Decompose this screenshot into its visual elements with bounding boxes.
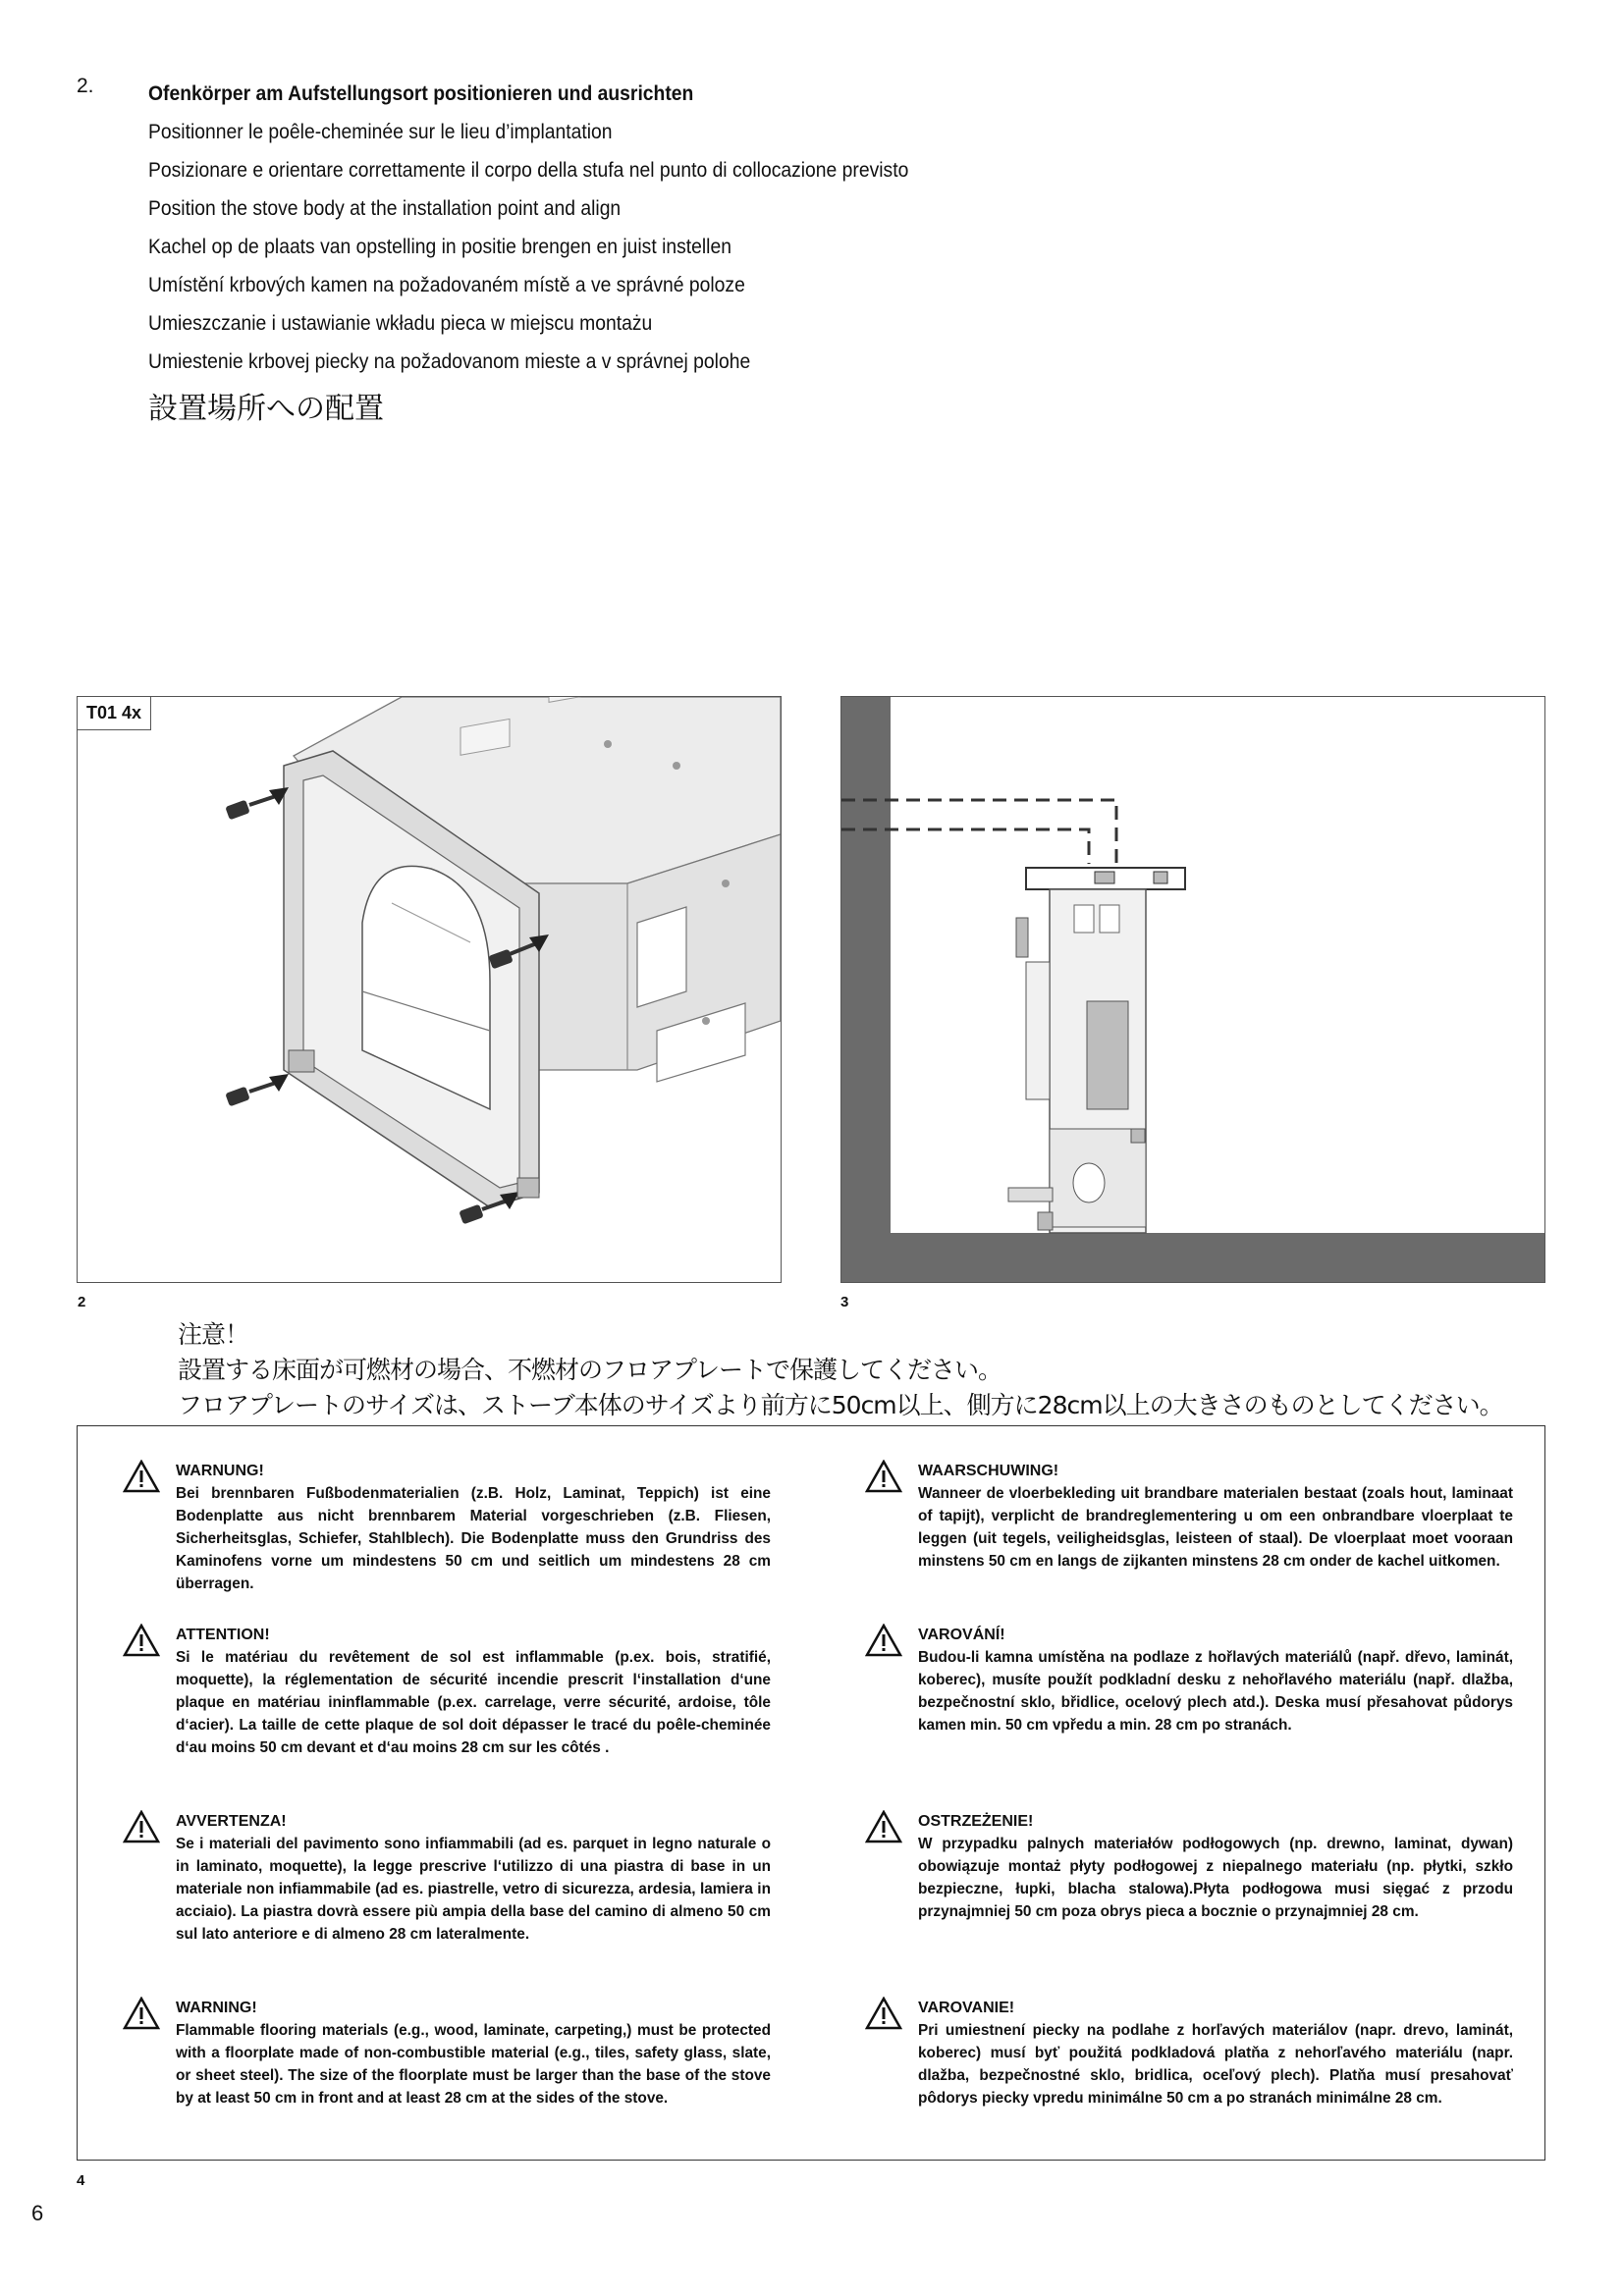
- alignment-illustration: [841, 697, 1544, 1282]
- warning-triangle-icon: [123, 1624, 160, 1657]
- figure-spirit-level-alignment: [840, 696, 1545, 1283]
- jp-note-title: 注意！: [178, 1320, 249, 1349]
- warning-title: AVVERTENZA!: [176, 1813, 287, 1830]
- warning-cs: [865, 1624, 1513, 1810]
- step-title-sk: Umiestenie krbovej piecky na požadovanom mieste a v správnej polohe: [148, 350, 751, 373]
- tool-tag: T01 4x: [78, 697, 151, 730]
- step-title-nl: Kachel op de plaats van opstelling in positie brengen en juist instellen: [148, 236, 731, 258]
- stove-frame-illustration: [78, 697, 781, 1282]
- warning-title: WARNING!: [176, 2000, 257, 2016]
- warning-triangle-icon: [865, 1460, 902, 1493]
- warning-body: Wanneer de vloerbekleding uit brandbare materialen bestaat (zoals hout, laminaat of tapijt), verplicht de brandreglementering u om een onbrandbare vloerplaat te leggen (uit tegels, veiligheidsglas, leisteen of staal). De vloerplaat moet vooraan minstens 50 cm en langs de zijkanten minstens 28 cm onder de kachel uitkomen.: [918, 1485, 1513, 1570]
- step-title-pl: Umieszczanie i ustawianie wkładu pieca w miejscu montażu: [148, 312, 653, 335]
- warning-de: [123, 1460, 771, 1624]
- warning-body: Pri umiestnení piecky na podlahe z horľavých materiálov (napr. drevo, laminát, koberec) musí byť použitá podkladová platňa z nehorľavého materiálu (napr. dlažba, bezpečnostné sklo, bridlica, oceľový plech). Platňa musí presahovať pôdorys piecky vpredu minimálne 50 cm a po stranách minimálne 28 cm.: [918, 2022, 1513, 2107]
- page-number: 6: [31, 2201, 44, 2225]
- step-title-cs: Umístění krbových kamen na požadovaném místě a ve správné poloze: [148, 274, 745, 296]
- step-title-it: Posizionare e orientare correttamente il corpo della stufa nel punto di collocazione previsto: [148, 159, 909, 182]
- step-title-de: Ofenkörper am Aufstellungsort positionieren und ausrichten: [148, 82, 694, 105]
- warning-title: WAARSCHUWING!: [918, 1463, 1059, 1479]
- step-title-list: [148, 75, 975, 434]
- warning-triangle-icon: [123, 1997, 160, 2030]
- warning-title: VAROVÁNÍ!: [918, 1627, 1005, 1643]
- warning-body: W przypadku palnych materiałów podłogowych (np. drewno, laminat, dywan) obowiązuje montaż płyty podłogowej z niepalnego materiału (np. płytki, szkło bezpieczne, łupki, blacha stalowa).Płyta podłogowa musi sięgać z przodu przynajmniej 50 cm poza obrys pieca a bocznie o przynajmniej 28 cm.: [918, 1836, 1513, 1920]
- warning-title: WARNUNG!: [176, 1463, 264, 1479]
- warning-triangle-icon: [865, 1810, 902, 1843]
- figure-number-3: 3: [840, 1294, 849, 1310]
- step-title-en: Position the stove body at the installation point and align: [148, 197, 622, 220]
- leveling-foot-icon: [225, 787, 289, 820]
- step-title-fr: Positionner le poêle-cheminée sur le lieu d’implantation: [148, 121, 613, 143]
- jp-note-line-1: 設置する床面が可燃材の場合、不燃材のフロアプレートで保護してください。: [178, 1356, 1002, 1384]
- warning-sk: [865, 1997, 1513, 2109]
- warning-nl: [865, 1460, 1513, 1624]
- warning-fr: [123, 1624, 771, 1810]
- step-number: 2.: [77, 75, 94, 97]
- warning-pl: [865, 1810, 1513, 1997]
- warning-body: Si le matériau du revêtement de sol est inflammable (p.ex. bois, stratifié, moquette), la réglementation de sécurité incendie prescrit l‘installation d‘une plaque en matériau ininflammable (p.ex. carrelage, verre sécurité, ardoise, tôle d‘acier). La taille de cette plaque de sol doit dépasser le tracé du poêle-cheminée d‘au moins 50 cm devant et d‘au moins 28 cm sur les côtés .: [176, 1649, 771, 1756]
- step-title-ja: 設置場所への配置: [148, 393, 384, 425]
- warning-triangle-icon: [123, 1810, 160, 1843]
- figure-number-4: 4: [77, 2172, 85, 2189]
- warning-title: OSTRZEŻENIE!: [918, 1813, 1034, 1830]
- warning-triangle-icon: [865, 1624, 902, 1657]
- warning-title: ATTENTION!: [176, 1627, 270, 1643]
- warning-body: Flammable flooring materials (e.g., wood, laminate, carpeting,) must be protected with a floorplate made of non-combustible material (e.g., tiles, safety glass, slate, or sheet steel). The size of the floorplate must be larger than the base of the stove by at least 50 cm in front and at least 28 cm at the sides of the stove.: [176, 2022, 771, 2107]
- figure-leveling-feet: [77, 696, 782, 1283]
- warnings-column-left: [123, 1460, 771, 2109]
- jp-note-line-2: フロアプレートのサイズは、ストーブ本体のサイズより前方に50cm以上、側方に28cm以上の大きさのものとしてください。: [178, 1391, 1503, 1419]
- warning-it: [123, 1810, 771, 1997]
- figure-number-2: 2: [78, 1294, 86, 1310]
- japanese-caution-note: [178, 1317, 1503, 1423]
- warning-body: Budou-li kamna umístěna na podlaze z hořlavých materiálů (např. dřevo, laminát, koberec), musíte použít podkladní desku z nehořlavého materiálu (např. dlažba, bezpečnostní sklo, břidlice, ocelový plech atd.). Deska musí přesahovat půdorys kamen min. 50 cm vpředu a min. 28 cm po stranách.: [918, 1649, 1513, 1734]
- warning-title: VAROVANIE!: [918, 2000, 1015, 2016]
- floorplate-warnings-box: [77, 1425, 1545, 2161]
- warning-triangle-icon: [123, 1460, 160, 1493]
- warning-body: Se i materiali del pavimento sono infiammabili (ad es. parquet in legno naturale o in laminato, moquette), la legge prescrive l‘utilizzo di una piastra di base in un materiale non infiammabile (ad es. piastrelle, vetro di sicurezza, ardesia, lamiera in acciaio). La piastra dovrà essere più ampia della base del camino di almeno 50 cm sul lato anteriore e di almeno 28 cm lateralmente.: [176, 1836, 771, 1943]
- warning-en: [123, 1997, 771, 2109]
- warning-body: Bei brennbaren Fußbodenmaterialien (z.B. Holz, Laminat, Teppich) ist eine Bodenplatte aus nicht brennbarem Material vorgeschrieben (z.B. Fliesen, Sicherheitsglas, Schiefer, Stahlblech). Die Bodenplatte muss den Grundriss des Kaminofens vorne um mindestens 50 cm und seitlich um mindestens 28 cm überragen.: [176, 1485, 771, 1592]
- warning-triangle-icon: [865, 1997, 902, 2030]
- warnings-column-right: [865, 1460, 1513, 2109]
